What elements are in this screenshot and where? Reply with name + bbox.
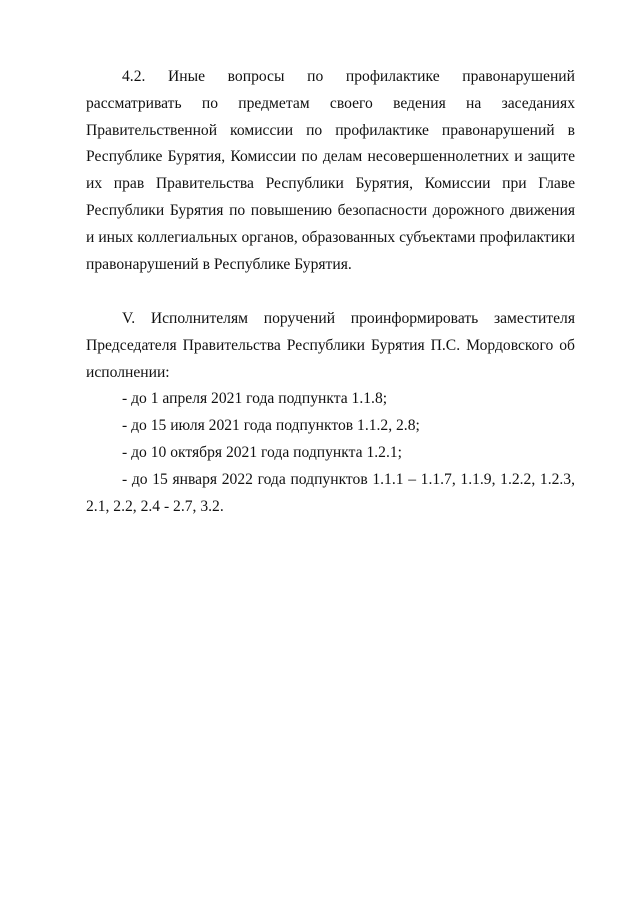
deadline-item: - до 10 октября 2021 года подпункта 1.2.1;: [122, 443, 402, 461]
paragraph-section-5-intro: V. Исполнителям поручений проинформировать заместителя Председателя Правительства Республики Бурятия П.С. Мордовского об исполнении:: [86, 310, 575, 381]
section-5: [86, 306, 575, 520]
deadline-item: - до 15 июля 2021 года подпунктов 1.1.2, 2.8;: [122, 417, 420, 435]
paragraph-4-2: 4.2. Иные вопросы по профилактике правонарушений рассматривать по предметам своего ведения на заседаниях Правительственной комиссии по профилактике правонарушений в Республике Бурятия, Комиссии по делам несовершеннолетних и защите их прав Правительства Республики Бурятия, Комиссии при Главе Республики Бурятия по повышению безопасности дорожного движения и иных коллегиальных органов, образованных субъектами профилактики правонарушений в Республике Бурятия.: [86, 68, 575, 273]
section-4-2: [86, 64, 575, 278]
deadline-item: - до 15 января 2022 года подпунктов 1.1.1 – 1.1.7, 1.1.9, 1.2.2, 1.2.3, 2.1, 2.2, 2.4 - 2.7, 3.2.: [86, 470, 575, 515]
deadline-item: - до 1 апреля 2021 года подпункта 1.1.8;: [122, 390, 388, 408]
